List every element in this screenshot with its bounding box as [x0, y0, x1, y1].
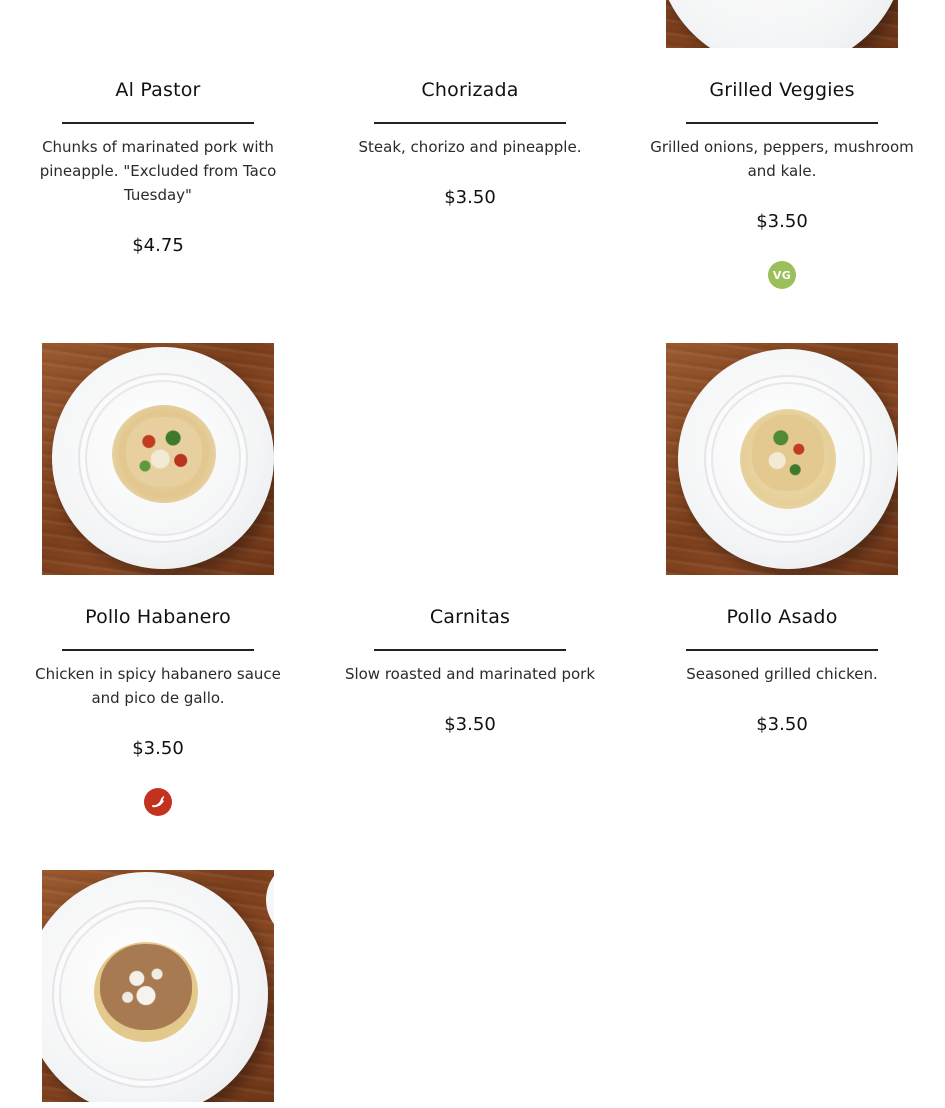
item-description: Steak, chorizo and pineapple.	[358, 138, 582, 156]
item-title[interactable]: Al Pastor	[115, 79, 201, 101]
title-divider	[686, 649, 878, 651]
item-title[interactable]: Carnitas	[429, 606, 511, 628]
item-price: $4.75	[132, 235, 184, 256]
chili-pepper-icon	[144, 788, 172, 816]
item-title[interactable]: Pollo Asado	[726, 606, 838, 628]
item-price: $3.50	[756, 714, 808, 735]
item-price: $3.50	[444, 187, 496, 208]
title-divider	[374, 649, 566, 651]
item-description: Chicken in spicy habanero sauce and pico de gallo.	[35, 665, 281, 707]
item-price: $3.50	[444, 714, 496, 735]
title-divider	[374, 122, 566, 124]
item-price: $3.50	[132, 738, 184, 759]
item-title[interactable]: Pollo Habanero	[85, 606, 231, 628]
vegetarian-icon	[768, 261, 796, 289]
item-price: $3.50	[756, 211, 808, 232]
bean-taco-photo[interactable]	[42, 870, 274, 1102]
title-divider	[62, 649, 254, 651]
vegetarian-badge-text: VG	[772, 268, 792, 282]
item-description: Chunks of marinated pork with pineapple. "Excluded from Taco Tuesday"	[39, 138, 277, 204]
item-title[interactable]: Grilled Veggies	[709, 79, 855, 101]
grilled-veggies-photo[interactable]	[666, 0, 898, 48]
item-description: Grilled onions, peppers, mushroom and kale.	[650, 138, 914, 180]
title-divider	[62, 122, 254, 124]
title-divider	[686, 122, 878, 124]
item-title[interactable]: Chorizada	[421, 79, 519, 101]
item-description: Slow roasted and marinated pork	[344, 665, 596, 683]
item-description: Seasoned grilled chicken.	[686, 665, 878, 683]
pollo-asado-photo[interactable]	[666, 343, 898, 575]
pollo-habanero-photo[interactable]	[42, 343, 274, 575]
